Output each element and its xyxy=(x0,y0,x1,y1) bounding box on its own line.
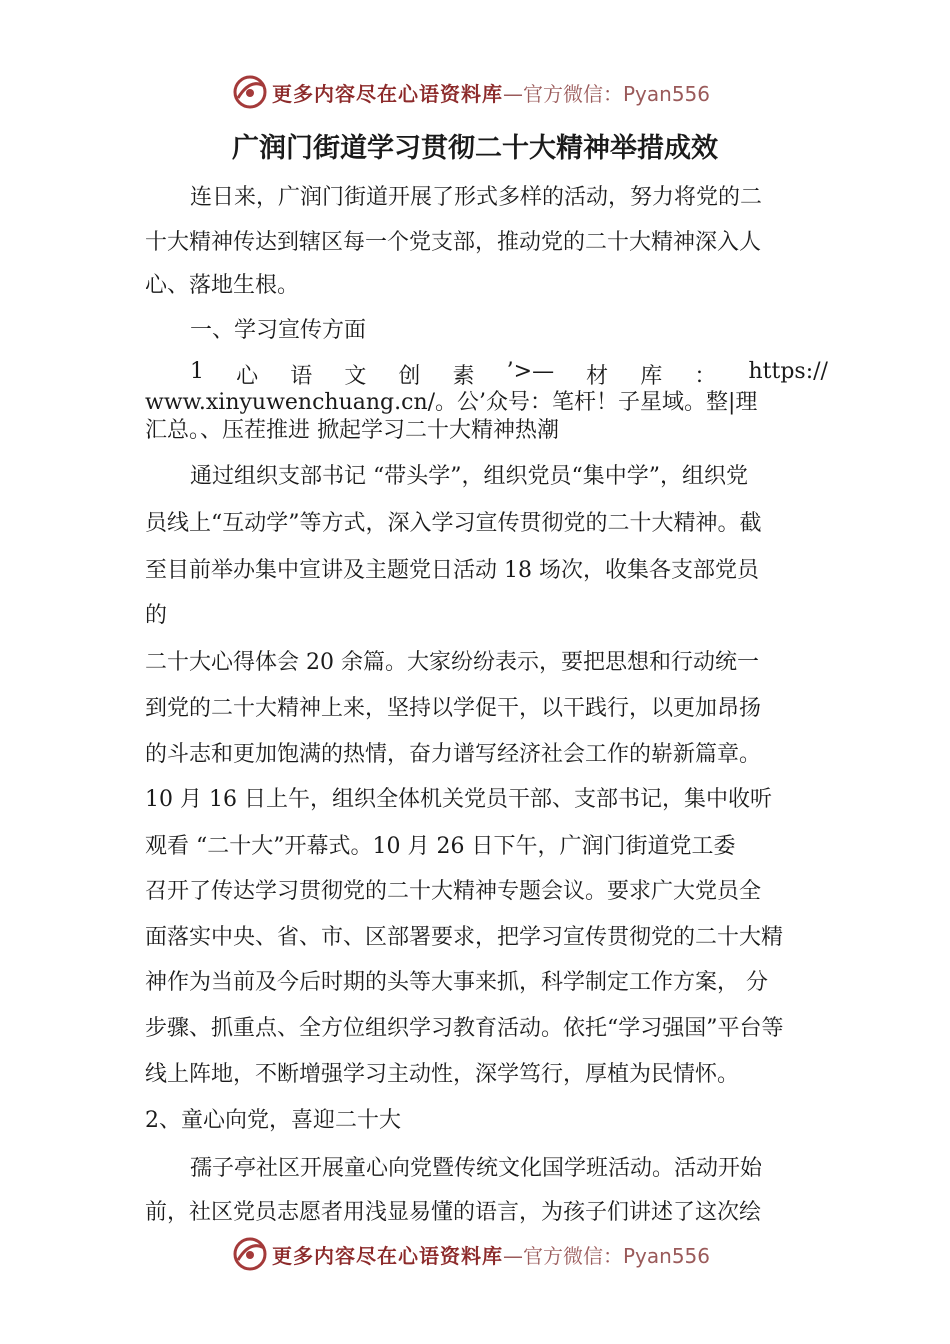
body-line: 至目前举办集中宣讲及主题党日活动 18 场次，收集各支部党员 xyxy=(145,558,759,583)
spaced-token: 创 xyxy=(398,364,421,389)
body-line: 的 xyxy=(145,603,168,628)
logo-icon xyxy=(230,72,270,112)
spaced-token: ’>— xyxy=(506,359,555,384)
body-line: 面落实中央、省、市、区部署要求，把学习宣传贯彻党的二十大精 xyxy=(145,925,784,950)
body-line: www.xinyuwenchuang.cn/。公’众号：笔杆！子星域。整|理 xyxy=(145,390,758,415)
body-line: 观看 “二十大”开幕式。10 月 26 日下午，广润门街道党工委 xyxy=(145,834,736,859)
section-heading: 一、学习宣传方面 xyxy=(190,318,367,343)
body-line: 心、落地生根。 xyxy=(145,273,300,298)
body-line: 十大精神传达到辖区每一个党支部，推动党的二十大精神深入人 xyxy=(145,230,762,255)
spaced-token: 文 xyxy=(344,364,367,389)
watermark-sub: —官方微信：Pyan556 xyxy=(503,1244,711,1268)
spaced-token: 材 xyxy=(586,364,609,389)
body-line: 员线上“互动学”等方式，深入学习宣传贯彻党的二十大精神。截 xyxy=(145,511,762,536)
body-line: 连日来，广润门街道开展了形式多样的活动，努力将党的二 xyxy=(190,185,763,210)
bottom-watermark-banner xyxy=(0,1232,950,1276)
body-line: 召开了传达学习贯彻党的二十大精神专题会议。要求广大党员全 xyxy=(145,879,762,904)
section-heading: 2、童心向党，喜迎二十大 xyxy=(145,1108,401,1133)
watermark-main: 更多内容尽在心语资料库 xyxy=(272,1244,503,1268)
watermark-sub: —官方微信：Pyan556 xyxy=(503,82,711,106)
spaced-token: 库 xyxy=(640,364,663,389)
body-line: 通过组织支部书记 “带头学”，组织党员“集中学”，组织党 xyxy=(190,464,748,489)
spaced-token: 心 xyxy=(236,364,259,389)
body-line: 神作为当前及今后时期的头等大事来抓，科学制定工作方案， 分 xyxy=(145,970,768,995)
body-line: 二十大心得体会 20 余篇。大家纷纷表示，要把思想和行动统一 xyxy=(145,650,759,675)
body-line: 汇总。、压茬推进 掀起学习二十大精神热潮 xyxy=(145,418,559,443)
page-title: 广润门街道学习贯彻二十大精神举措成效 xyxy=(232,133,718,164)
spaced-token: 1 xyxy=(190,359,204,384)
spaced-token: 语 xyxy=(290,364,313,389)
body-line: 到党的二十大精神上来，坚持以学促干，以干践行，以更加昂扬 xyxy=(145,696,762,721)
watermark-text xyxy=(272,78,710,107)
watermark-main: 更多内容尽在心语资料库 xyxy=(272,82,503,106)
body-line: 孺子亭社区开展童心向党暨传统文化国学班活动。活动开始 xyxy=(190,1156,763,1181)
spaced-token: ： xyxy=(694,364,717,389)
body-line: 前，社区党员志愿者用浅显易懂的语言，为孩子们讲述了这次绘 xyxy=(145,1200,762,1225)
body-line: 的斗志和更加饱满的热情，奋力谱写经济社会工作的崭新篇章。 xyxy=(145,742,762,767)
spaced-token: https:// xyxy=(748,359,828,384)
spaced-token: 素 xyxy=(452,364,475,389)
body-line: 10 月 16 日上午，组织全体机关党员干部、支部书记，集中收听 xyxy=(145,787,772,812)
body-line: 步骤、抓重点、全方位组织学习教育活动。依托“学习强国”平台等 xyxy=(145,1016,784,1041)
watermark-text xyxy=(272,1240,710,1269)
body-line: 线上阵地，不断增强学习主动性，深学笃行，厚植为民情怀。 xyxy=(145,1062,740,1087)
top-watermark-banner xyxy=(0,70,950,114)
logo-icon xyxy=(230,1234,270,1274)
